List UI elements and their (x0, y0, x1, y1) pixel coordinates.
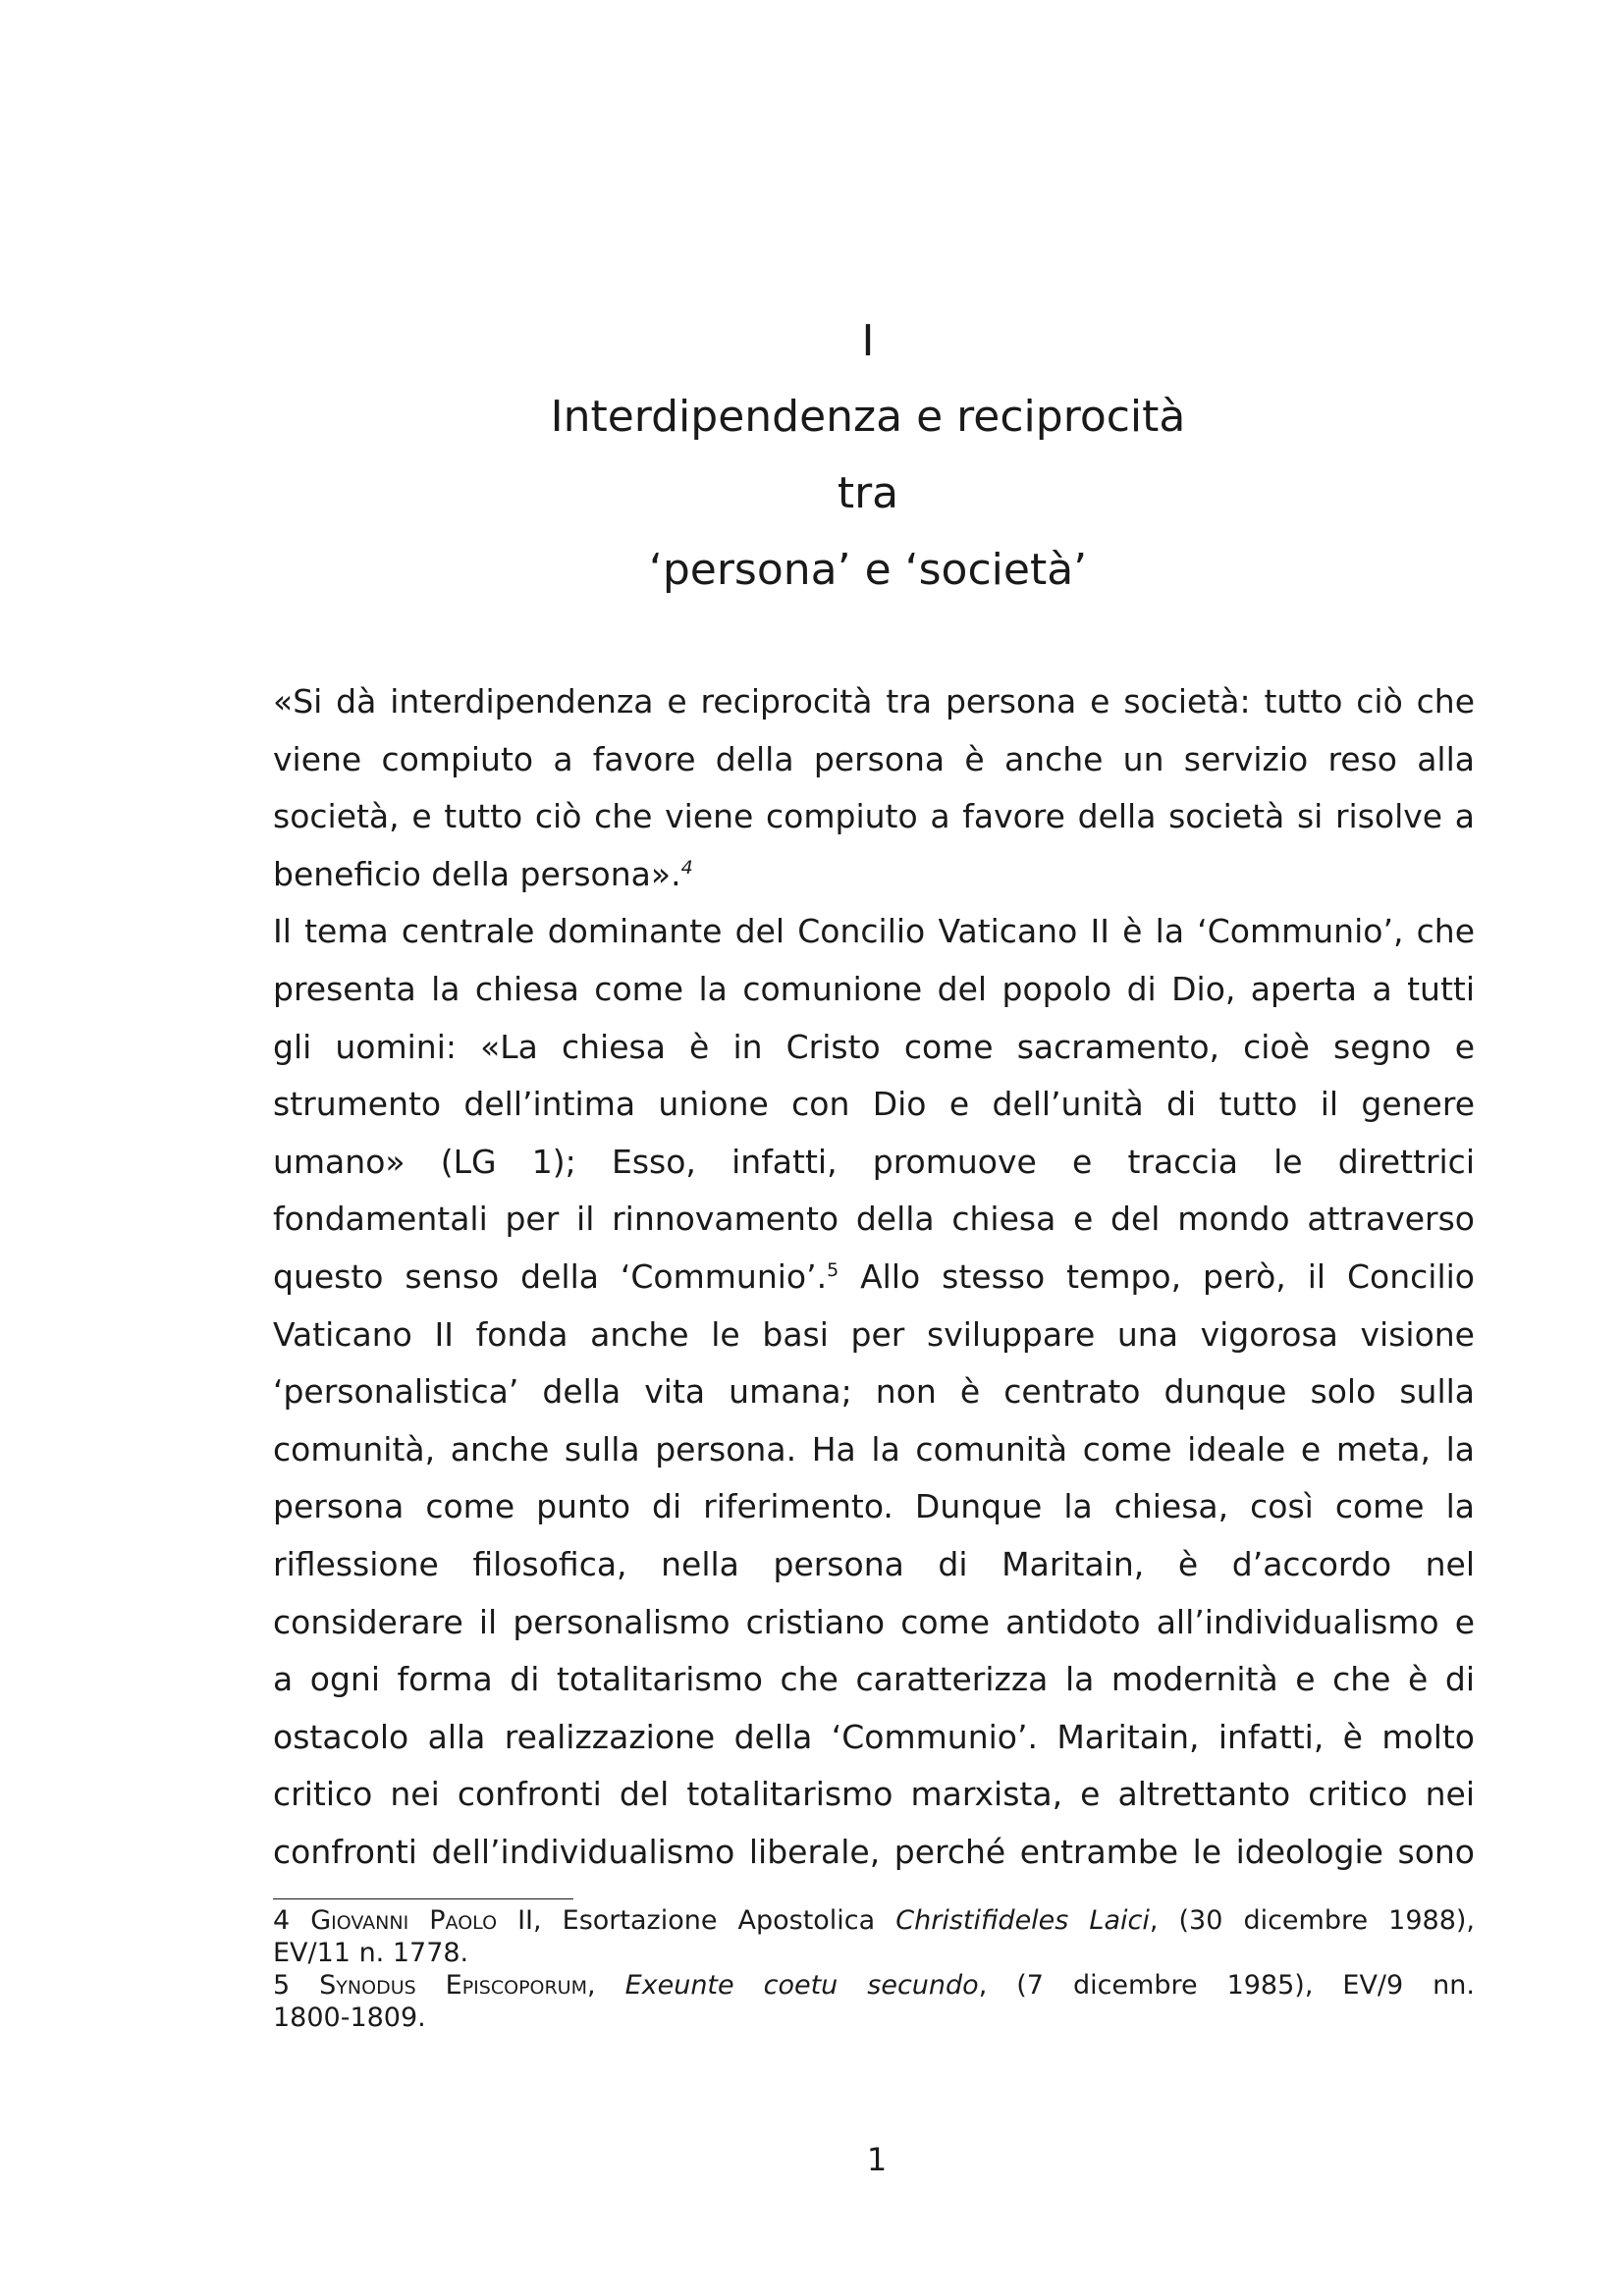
footnote-text: , (7 dicembre 1985), EV/9 nn. (978, 1970, 1475, 2001)
chapter-title-line-3: ‘persona’ e ‘società’ (648, 545, 1088, 595)
body-line: gli uomini: «La chiesa è in Cristo come sacramento, cioè segno e (273, 1027, 1475, 1066)
body-line: viene compiuto a favore della persona è anche un servizio reso alla (273, 739, 1475, 778)
body-line: a ogni forma di totalitarismo che caratterizza la modernità e che è di (273, 1660, 1475, 1699)
chapter-heading (0, 304, 1623, 609)
body-line: ‘personalistica’ della vita umana; non è centrato dunque solo sulla (273, 1372, 1475, 1412)
body-line: società, e tutto ciò che viene compiuto a favore della società si risolve a (273, 797, 1475, 836)
body-line: confronti dell’individualismo liberale, perché entrambe le ideologie sono (273, 1832, 1475, 1871)
footnote-line (273, 1904, 1475, 1937)
body-text (273, 673, 1475, 1881)
body-line (273, 1249, 1475, 1307)
page-number: 1 (866, 2141, 888, 2178)
chapter-title-line-2: tra (837, 468, 899, 518)
body-line: «Si dà interdipendenza e reciprocità tra persona e società: tutto ciò che (273, 682, 1475, 721)
body-line: presenta la chiesa come la comunione del popolo di Dio, aperta a tutti (273, 969, 1475, 1008)
footnote-author: Synodus Episcoporum (319, 1970, 587, 2001)
footnote-text: , (586, 1970, 625, 2001)
body-line: considerare il personalismo cristiano come antidoto all’individualismo e (273, 1602, 1475, 1641)
footnote-text: , (30 dicembre 1988), (1149, 1905, 1475, 1936)
body-line: Vaticano II fonda anche le basi per sviluppare una vigorosa visione (273, 1314, 1475, 1354)
body-line: umano» (LG 1); Esso, infatti, promuove e traccia le direttrici (273, 1142, 1475, 1181)
footnote-title: Christifideles Laici (895, 1905, 1150, 1936)
body-line: riflessione filosofica, nella persona di Maritain, è d’accordo nel (273, 1544, 1475, 1583)
chapter-title-line-1: Interdipendenza e reciprocità (550, 392, 1186, 442)
footnote-line: 1800-1809. (273, 2002, 426, 2033)
chapter-numeral: I (861, 316, 875, 366)
footnote-5 (273, 1969, 1475, 2034)
body-line: critico nei confronti del totalitarismo marxista, e altrettanto critico nei (273, 1775, 1475, 1814)
footnote-author: Giovanni Paolo II (310, 1905, 534, 1936)
body-line: strumento dell’intima unione con Dio e dell’unità di tutto il genere (273, 1085, 1475, 1124)
body-line: comunità, anche sulla persona. Ha la comunità come ideale e meta, la (273, 1429, 1475, 1468)
body-line-text: Allo stesso tempo, però, il Concilio (839, 1256, 1475, 1296)
body-line-text: beneficio della persona». (273, 854, 681, 893)
body-line: persona come punto di riferimento. Dunque la chiesa, così come la (273, 1487, 1475, 1526)
footnote-number: 5 (273, 1970, 291, 2001)
body-line: ostacolo alla realizzazione della ‘Communio’. Maritain, infatti, è molto (273, 1717, 1475, 1756)
footnote-title: Exeunte coetu secundo (624, 1970, 979, 2001)
footnote-line (273, 1969, 1475, 2002)
footnote-ref-4[interactable]: 4 (680, 856, 693, 879)
footnote-number: 4 (273, 1905, 291, 1936)
body-line-text: questo senso della ‘Communio’. (273, 1256, 828, 1296)
footnote-ref-5[interactable]: 5 (827, 1258, 839, 1281)
footnote-line: EV/11 n. 1778. (273, 1938, 469, 1968)
body-line (273, 846, 1475, 904)
footnote-separator (273, 1898, 573, 1899)
footnotes (273, 1904, 1475, 2034)
body-line: fondamentali per il rinnovamento della chiesa e del mondo attraverso (273, 1200, 1475, 1239)
footnote-text: , Esortazione Apostolica (533, 1905, 896, 1936)
footnote-4 (273, 1904, 1475, 1969)
body-line: Il tema centrale dominante del Concilio Vaticano II è la ‘Communio’, che (273, 912, 1475, 951)
